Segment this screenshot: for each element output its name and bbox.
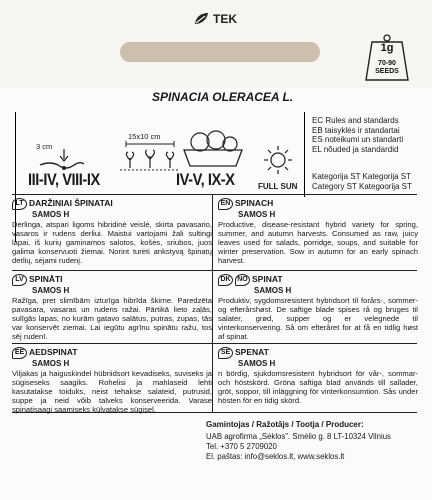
weight-badge — [364, 42, 410, 82]
section-body: Viljakas ja haiguskindel hübriidsort kevadiseks, suviseks ja sügiseseks saagiks. Rohelisi ja mahlaseid lehti kasutatakse toiduks, neist tehakse salateid, putrusid, suppe ja neid võib talveks konserveerida. Varase spinatisaagi saamiseks külvatakse sügisel. — [12, 369, 212, 415]
lang-badge-no: NO — [235, 274, 250, 286]
spacing-label: 15x10 cm — [128, 132, 161, 141]
lang-badge-dk: DK — [218, 274, 233, 286]
section-title: AEDSPINAT — [29, 347, 78, 357]
lang-badge-en: EN — [218, 198, 233, 210]
lang-badge-se: SE — [218, 347, 233, 359]
variety-name: SAMOS H — [254, 286, 292, 295]
lang-badge-ee: EE — [12, 347, 27, 359]
variety-name: SAMOS H — [32, 286, 70, 295]
weight-amount: 1g — [380, 42, 394, 54]
section-title: SPINAT — [252, 274, 283, 284]
certification-line: EL nõuded ja standardid — [312, 144, 399, 154]
section-lv — [12, 274, 212, 341]
certification-line: EB taisyklės ir standartai — [312, 125, 400, 135]
full-sun-icon — [262, 144, 294, 176]
variety-name: SAMOS H — [238, 359, 276, 368]
section-title: SPINĀTI — [29, 274, 63, 284]
producer-company: UAB agrofirma „Sėklos". Smėlio g. 8 LT-10324 Vilnius — [206, 432, 391, 441]
section-body: Produktiv, sygdomsresistent hybridsort til forårs-, sommer- og efterårshøst. De saftige blade spises rå og bruges til salater, grød, supper og er velegnede til vinterkonservering. Så om efteråret for at få en tidlig høst af spinat. — [218, 296, 418, 342]
full-sun-label: FULL SUN — [258, 182, 298, 191]
leaf-logo-icon — [193, 12, 209, 26]
brand-logo — [193, 12, 237, 26]
certification-line: ES noteikumi un standarti — [312, 135, 404, 144]
standards-divider — [304, 112, 305, 197]
section-divider — [12, 270, 417, 271]
section-title: SPINACH — [235, 198, 274, 208]
producer-info — [206, 420, 391, 462]
producer-phone: Tel. +370 5 2709020 — [206, 442, 277, 451]
plant-spacing-icon — [120, 140, 180, 174]
lang-badge-lv: LV — [12, 274, 27, 286]
seeds-range: 70-90 — [378, 60, 396, 67]
section-body: n bördig, sjukdomsresistent hybridsort för vår-, sommar- och höstskörd. Gröna saftiga blad används till sallader, gröt, soppor, till inläggning för vinterkonsumtion. Sås under hösten för en tidig skörd. — [218, 369, 418, 406]
section-body: Ražīga, pret slimībām izturīga hibrīda škirne. Paredzēta pavasara, vasaras un rudens ražai. Pārtikā lieto zaļās, sulīgās lapas, no kurām gatavo salātus, putras, zupas, tās var konservēt ziemai. Lai iegūtu agrīnu spinātu ražu, tos sēj rudenī. — [12, 296, 212, 342]
seeds-label: SEEDS — [375, 68, 399, 75]
harvest-basket-icon — [180, 128, 246, 168]
harvest-months: IV-V, IX-X — [176, 170, 235, 189]
brand-name: TEK — [213, 12, 237, 26]
hanger-slot — [120, 42, 320, 62]
sowing-months: III-IV, VIII-IX — [28, 170, 100, 189]
section-body: Derlinga, atspari ligoms hibridinė veislė, skirta pavasario, vasaros ir rudens derliui. Maistui vartojami žali sultingi lapai, iš kurių gaminamos salotos, košės, sriubos, juos galima konservuoti žiemai. Norint turėti ankstyvą špinatų derlių, sėjami rudenį. — [12, 220, 212, 266]
producer-email: El. paštas: info@seklos.lt, www.seklos.lt — [206, 452, 345, 461]
variety-name: SAMOS H — [32, 210, 70, 219]
category-line: Kategorija ST Kategorija ST — [312, 172, 412, 181]
section-divider — [12, 343, 417, 344]
certification-line: EC Rules and standards — [312, 116, 399, 125]
section-se — [218, 347, 418, 405]
depth-label: 3 cm — [36, 142, 53, 151]
section-dk-no — [218, 274, 418, 341]
section-title: SPENAT — [235, 347, 269, 357]
column-divider — [212, 194, 213, 412]
section-divider — [12, 194, 417, 195]
section-title: DARŽINIAI ŠPINATAI — [29, 198, 113, 208]
section-ee — [12, 347, 212, 414]
species-title: SPINACIA OLERACEA L. — [152, 90, 294, 104]
section-body: Productive, disease-resistant hybrid variety for spring, summer, and autumn harvests. Consumed as raw, juicy leaves used for salads, porridge, soups, and suitable for winter preservation. Sow in autumn for an early spinach harvest. — [218, 220, 418, 266]
section-en — [218, 198, 418, 265]
variety-name: SAMOS H — [238, 210, 276, 219]
certification-block — [312, 116, 403, 154]
producer-title: Gamintojas / Ražotājs / Tootja / Producer: — [206, 420, 364, 429]
variety-name: SAMOS H — [32, 359, 70, 368]
section-lt — [12, 198, 212, 265]
category-line: Category ST Kategoorija ST — [312, 181, 412, 191]
lang-badge-lt: LT — [12, 198, 27, 210]
category-block — [312, 172, 412, 191]
